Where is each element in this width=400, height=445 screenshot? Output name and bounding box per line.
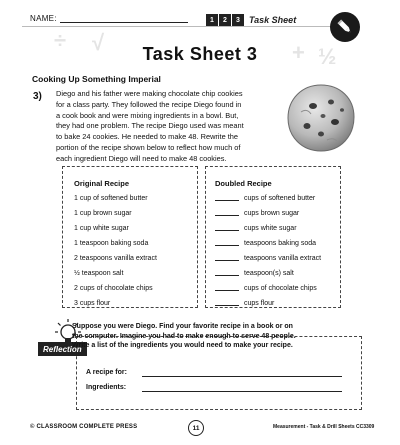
ingredients-field[interactable] [142,391,342,392]
reflection-line: Write a list of the ingredients you would need to make your recipe. [72,342,293,350]
original-recipe-item: 2 teaspoons vanilla extract [74,255,157,262]
answer-blank[interactable] [215,260,239,261]
doubled-recipe-item: cups of chocolate chips [215,285,317,292]
original-recipe-item: 1 cup of softened butter [74,195,148,202]
question-line: to bake 24 cookies. He needed to make 48. Rewrite the [56,132,239,142]
doubled-recipe-item: cups white sugar [215,225,297,232]
doubled-recipe-item: teaspoon(s) salt [215,270,294,277]
page-number: 11 [188,420,204,436]
cookie-image [285,82,357,154]
math-symbol-background: √ [92,30,105,55]
logo-box: 2 [219,14,231,26]
page-footer [0,418,400,438]
name-field-line[interactable] [60,22,188,23]
original-recipe-item: 3 cups flour [74,300,111,307]
name-label: NAME: [30,14,57,23]
doubled-recipe-heading: Doubled Recipe [215,179,272,188]
original-recipe-item: 1 cup brown sugar [74,210,132,217]
section-title: Cooking Up Something Imperial [32,74,161,84]
answer-blank[interactable] [215,275,239,276]
doubled-recipe-box [205,166,341,308]
doubled-recipe-item: cups of softened butter [215,195,315,202]
question-line: Diego and his father were making chocolate chip cookies [56,89,243,98]
answer-blank[interactable] [215,215,239,216]
question-line: each ingredient Diego will need to make 48 cookies. [56,153,227,163]
question-line: portion of the recipe shown below to reflect how much of [56,142,241,152]
original-recipe-item: 1 cup white sugar [74,225,129,232]
recipe-for-label: A recipe for: [86,369,127,376]
recipe-for-field[interactable] [142,376,342,377]
reflection-text [72,322,350,351]
doubled-recipe-item: cups brown sugar [215,210,299,217]
question-line: a cook book and were mixing ingredients in a bowl. But, [56,110,239,120]
logo-box: 3 [232,14,244,26]
answer-blank[interactable] [215,200,239,201]
math-symbol-background: ½ [318,44,337,69]
doubled-recipe-item: teaspoons baking soda [215,240,316,247]
pencil-icon [330,12,360,42]
original-recipe-box [62,166,198,308]
doubled-recipe-item: cups flour [215,300,274,307]
reflection-line: Suppose you were Diego. Find your favorite recipe in a book or on [72,323,293,330]
doubled-recipe-item: teaspoons vanilla extract [215,255,321,262]
ingredients-label: Ingredients: [86,384,127,391]
task-sheet-logo [206,13,296,27]
copyright-text: © CLASSROOM COMPLETE PRESS [30,424,138,430]
logo-box: 1 [206,14,218,26]
question-text [56,89,276,165]
question-line: for a class party. They followed the recipe Diego found in [56,99,242,109]
answer-blank[interactable] [215,290,239,291]
math-symbol-background: ÷ [54,28,67,53]
answer-blank[interactable] [215,230,239,231]
logo-text: Task Sheet [249,15,297,25]
page-title: Task Sheet 3 [142,44,258,64]
math-symbol-background: + [292,40,305,65]
reflection-tab: Reflection [38,342,87,356]
question-number: 3) [33,91,42,102]
answer-blank[interactable] [215,245,239,246]
original-recipe-item: 1 teaspoon baking soda [74,240,149,247]
reflection-line: the computer. Imagine you had to make enough to serve 48 people. [72,332,296,340]
footer-series-text: Measurement - Task & Drill Sheets CC3309 [273,424,375,430]
question-line: they had one problem. The recipe Diego used was meant [56,121,244,131]
original-recipe-item: 2 cups of chocolate chips [74,285,153,292]
original-recipe-item: ½ teaspoon salt [74,270,124,277]
original-recipe-heading: Original Recipe [74,179,130,188]
answer-blank[interactable] [215,305,239,306]
